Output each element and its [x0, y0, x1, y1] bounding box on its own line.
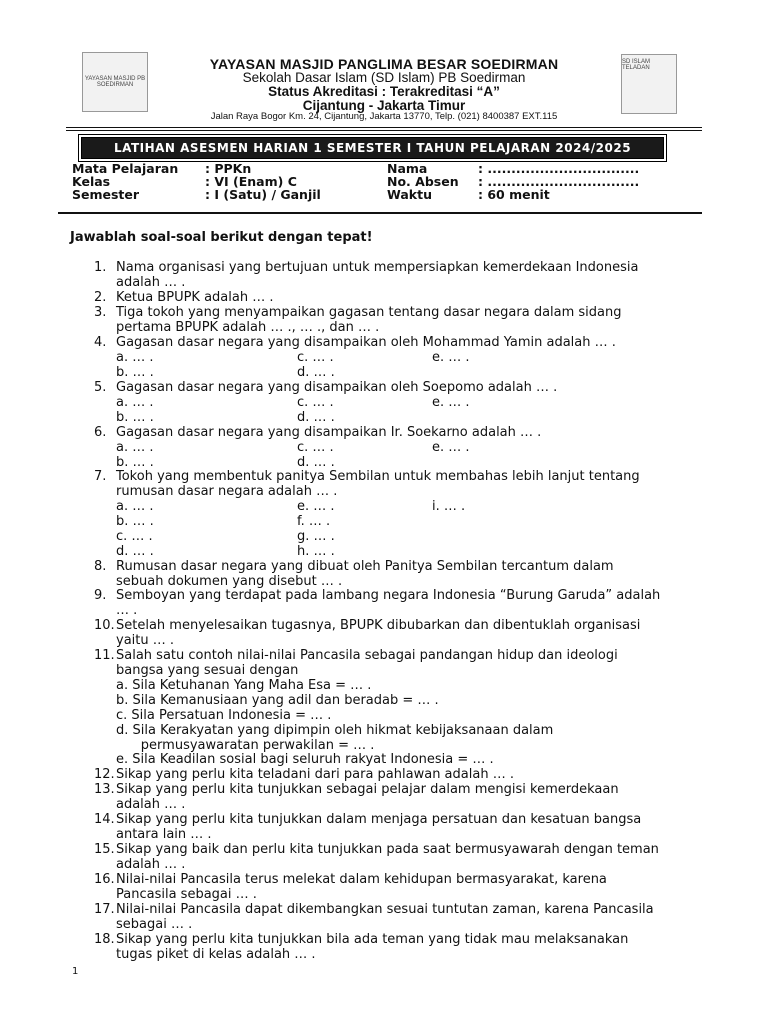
info-label-subject: Mata Pelajaran	[72, 161, 179, 176]
question-text-cont: bangsa yang sesuai dengan	[116, 663, 299, 678]
question-number: 6.	[94, 425, 107, 440]
school-address: Jalan Raya Bogor Km. 24, Cijantung, Jakarta 13770, Telp. (021) 8400387 EXT.115	[210, 111, 558, 122]
question-text-cont: rumusan dasar negara adalah … .	[116, 484, 338, 499]
question-text: Ketua BPUPK adalah … .	[116, 290, 274, 305]
info-divider	[58, 212, 702, 214]
question-text-cont: yaitu … .	[116, 633, 175, 648]
option-6a: a. … .	[116, 440, 154, 455]
info-value-class: : VI (Enam) C	[205, 174, 297, 189]
question-number: 8.	[94, 559, 107, 574]
question-text: Nama organisasi yang bertujuan untuk mempersiapkan kemerdekaan Indonesia	[116, 260, 639, 275]
option-6d: d. … .	[297, 455, 335, 470]
sila-a: a. Sila Ketuhanan Yang Maha Esa = … .	[116, 678, 372, 693]
accreditation-status: Status Akreditasi : Terakreditasi “A”	[268, 84, 500, 99]
question-text-cont: tugas piket di kelas adalah … .	[116, 947, 316, 962]
info-value-semester: : I (Satu) / Ganjil	[205, 187, 321, 202]
option-5e: e. … .	[432, 395, 470, 410]
school-name: Sekolah Dasar Islam (SD Islam) PB Soedirman	[242, 70, 526, 85]
question-number: 7.	[94, 469, 107, 484]
info-label-time: Waktu	[387, 187, 432, 202]
option-7e: e. … .	[297, 499, 335, 514]
option-7i: i. … .	[432, 499, 466, 514]
question-text: Gagasan dasar negara yang disampaikan oleh Mohammad Yamin adalah … .	[116, 335, 616, 350]
exam-title-banner: LATIHAN ASESMEN HARIAN 1 SEMESTER I TAHUN PELAJARAN 2024/2025	[81, 137, 664, 159]
info-value-name: : ................................	[478, 161, 640, 176]
sila-d-cont: permusyawaratan perwakilan = … .	[116, 738, 375, 753]
question-number: 2.	[94, 290, 107, 305]
option-7b: b. … .	[116, 514, 154, 529]
sila-d: d. Sila Kerakyatan yang dipimpin oleh hikmat kebijaksanaan dalam	[116, 723, 554, 738]
question-text: Rumusan dasar negara yang dibuat oleh Panitya Sembilan tercantum dalam	[116, 559, 614, 574]
question-text: Sikap yang perlu kita tunjukkan bila ada teman yang tidak mau melaksanakan	[116, 932, 629, 947]
foundation-name: YAYASAN MASJID PANGLIMA BESAR SOEDIRMAN	[209, 56, 559, 72]
question-number: 15.	[94, 842, 115, 857]
question-text: Gagasan dasar negara yang disampaikan oleh Soepomo adalah … .	[116, 380, 558, 395]
option-4b: b. … .	[116, 365, 154, 380]
sila-e: e. Sila Keadilan sosial bagi seluruh rakyat Indonesia = … .	[116, 752, 494, 767]
question-number: 3.	[94, 305, 107, 320]
question-number: 17.	[94, 902, 115, 917]
question-text: Nilai-nilai Pancasila terus melekat dalam kehidupan bermasyarakat, karena	[116, 872, 607, 887]
question-number: 16.	[94, 872, 115, 887]
question-text: Sikap yang baik dan perlu kita tunjukkan pada saat bermusyawarah dengan teman	[116, 842, 659, 857]
school-logo-text: SD ISLAM TELADAN	[622, 59, 651, 71]
question-text-cont: adalah … .	[116, 275, 186, 290]
question-text-cont: Pancasila sebagai … .	[116, 887, 257, 902]
info-label-name: Nama	[387, 161, 428, 176]
question-text: Tiga tokoh yang menyampaikan gagasan tentang dasar negara dalam sidang	[116, 305, 622, 320]
question-text-cont: sebagai … .	[116, 917, 193, 932]
option-7g: g. … .	[297, 529, 335, 544]
page-number: 1	[72, 966, 79, 977]
question-text: Nilai-nilai Pancasila dapat dikembangkan sesuai tuntutan zaman, karena Pancasila	[116, 902, 654, 917]
sila-c: c. Sila Persatuan Indonesia = … .	[116, 708, 332, 723]
option-6e: e. … .	[432, 440, 470, 455]
school-city: Cijantung - Jakarta Timur	[302, 98, 466, 113]
question-text-cont: … .	[116, 603, 138, 618]
question-number: 18.	[94, 932, 115, 947]
option-6c: c. … .	[297, 440, 334, 455]
question-text-cont: antara lain … .	[116, 827, 212, 842]
option-6b: b. … .	[116, 455, 154, 470]
question-number: 9.	[94, 588, 107, 603]
info-label-class: Kelas	[72, 174, 111, 189]
question-text: Sikap yang perlu kita tunjukkan dalam menjaga persatuan dan kesatuan bangsa	[116, 812, 642, 827]
question-number: 13.	[94, 782, 115, 797]
header-rule-thick	[66, 127, 702, 128]
option-4e: e. … .	[432, 350, 470, 365]
info-label-semester: Semester	[72, 187, 140, 202]
option-7c: c. … .	[116, 529, 153, 544]
info-value-absen: : ................................	[478, 174, 640, 189]
option-7d: d. … .	[116, 544, 154, 559]
question-text-cont: sebuah dokumen yang disebut … .	[116, 574, 343, 589]
question-number: 4.	[94, 335, 107, 350]
option-5c: c. … .	[297, 395, 334, 410]
question-text-cont: adalah … .	[116, 797, 186, 812]
info-value-time: : 60 menit	[478, 187, 550, 202]
info-value-subject: : PPKn	[205, 161, 252, 176]
question-text: Sikap yang perlu kita tunjukkan sebagai pelajar dalam mengisi kemerdekaan	[116, 782, 619, 797]
option-7f: f. … .	[297, 514, 331, 529]
question-text: Gagasan dasar negara yang disampaikan Ir. Soekarno adalah … .	[116, 425, 542, 440]
header-rule-thin	[66, 130, 702, 131]
question-number: 12.	[94, 767, 115, 782]
option-5b: b. … .	[116, 410, 154, 425]
question-number: 11.	[94, 648, 115, 663]
info-label-absen: No. Absen	[387, 174, 459, 189]
option-5a: a. … .	[116, 395, 154, 410]
question-text: Salah satu contoh nilai-nilai Pancasila sebagai pandangan hidup dan ideologi	[116, 648, 618, 663]
question-text-cont: adalah … .	[116, 857, 186, 872]
question-number: 5.	[94, 380, 107, 395]
option-5d: d. … .	[297, 410, 335, 425]
option-4a: a. … .	[116, 350, 154, 365]
option-4d: d. … .	[297, 365, 335, 380]
question-number: 14.	[94, 812, 115, 827]
option-7a: a. … .	[116, 499, 154, 514]
question-text: Tokoh yang membentuk panitya Sembilan untuk membahas lebih lanjut tentang	[116, 469, 640, 484]
question-number: 10.	[94, 618, 115, 633]
option-4c: c. … .	[297, 350, 334, 365]
question-text: Semboyan yang terdapat pada lambang negara Indonesia “Burung Garuda” adalah	[116, 588, 661, 603]
option-7h: h. … .	[297, 544, 335, 559]
instruction: Jawablah soal-soal berikut dengan tepat!	[70, 230, 373, 245]
sila-b: b. Sila Kemanusiaan yang adil dan beradab = … .	[116, 693, 439, 708]
foundation-logo-text: YAYASAN MASJID PB SOEDIRMAN	[84, 76, 146, 88]
question-number: 1.	[94, 260, 107, 275]
question-text: Setelah menyelesaikan tugasnya, BPUPK dibubarkan dan dibentuklah organisasi	[116, 618, 641, 633]
question-text-cont: pertama BPUPK adalah … ., … ., dan … .	[116, 320, 380, 335]
question-text: Sikap yang perlu kita teladani dari para pahlawan adalah … .	[116, 767, 514, 782]
